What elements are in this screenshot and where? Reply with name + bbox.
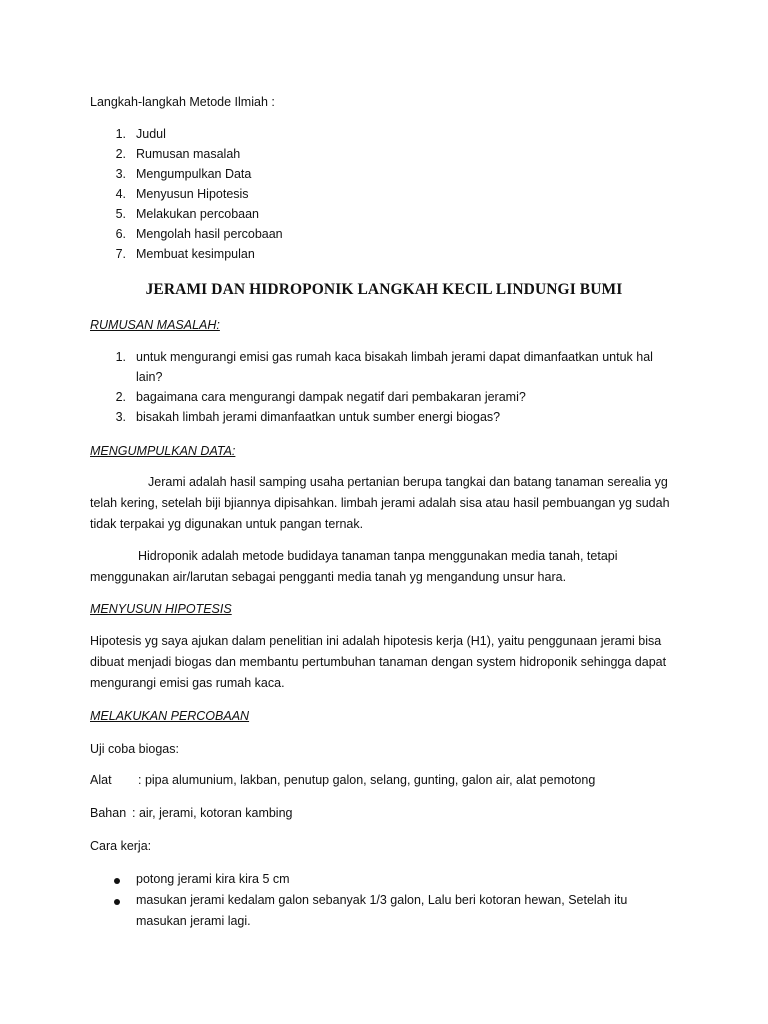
list-text: Membuat kesimpulan	[136, 247, 255, 261]
paragraph-line: Hipotesis yg saya ajukan dalam penelitian ini adalah hipotesis kerja (H1), yaitu penggunaan jerami bisa	[90, 634, 662, 648]
paragraph-line: mengurangi emisi gas rumah kaca.	[90, 676, 285, 690]
list-text: untuk mengurangi emisi gas rumah kaca bisakah limbah jerami dapat dimanfaatkan untuk hal	[136, 350, 653, 364]
bahan-value: : air, jerami, kotoran kambing	[132, 806, 293, 820]
paragraph-line: dibuat menjadi biogas dan membantu pertumbuhan tanaman dengan system hidroponik sehingga dapat	[90, 655, 667, 669]
list-number: 2.	[115, 147, 126, 161]
list-number: 1.	[115, 350, 126, 364]
list-number: 3.	[115, 167, 126, 181]
section-heading-percobaan: MELAKUKAN PERCOBAAN	[90, 709, 250, 723]
list-text: bagaimana cara mengurangi dampak negatif dari pembakaran jerami?	[136, 390, 526, 404]
section-heading-hipotesis: MENYUSUN HIPOTESIS	[90, 602, 232, 616]
bullet-icon	[114, 899, 120, 905]
list-text-continued: lain?	[136, 370, 163, 384]
list-number: 4.	[115, 187, 126, 201]
list-number: 3.	[115, 410, 126, 424]
document-title: JERAMI DAN HIDROPONIK LANGKAH KECIL LINDUNGI BUMI	[145, 281, 623, 298]
bahan-label: Bahan	[90, 806, 127, 820]
list-number: 5.	[115, 207, 126, 221]
list-text: masukan jerami kedalam galon sebanyak 1/3 galon, Lalu beri kotoran hewan, Setelah itu	[136, 893, 628, 907]
list-text: Rumusan masalah	[136, 147, 241, 161]
list-text: Mengolah hasil percobaan	[136, 227, 283, 241]
cara-kerja-label: Cara kerja:	[90, 839, 152, 853]
paragraph-line: menggunakan air/larutan sebagai pengganti media tanah yg mengandung unsur hara.	[90, 570, 567, 584]
uji-coba-label: Uji coba biogas:	[90, 742, 179, 756]
paragraph-line: Jerami adalah hasil samping usaha pertanian berupa tangkai dan batang tanaman serealia yg	[148, 475, 668, 489]
list-number: 1.	[115, 127, 126, 141]
paragraph-line: tidak terpakai yg digunakan untuk pangan ternak.	[90, 517, 364, 531]
list-text: Melakukan percobaan	[136, 207, 259, 221]
paragraph-line: telah kering, setelah biji bjiannya dipisahkan. limbah jerami adalah sisa atau hasil pembuangan yg sudah	[90, 496, 670, 510]
list-number: 6.	[115, 227, 126, 241]
list-number: 2.	[115, 390, 126, 404]
paragraph-line: Hidroponik adalah metode budidaya tanaman tanpa menggunakan media tanah, tetapi	[138, 549, 618, 563]
bullet-icon	[114, 878, 120, 884]
alat-value: : pipa alumunium, lakban, penutup galon, selang, gunting, galon air, alat pemotong	[138, 773, 596, 787]
list-number: 7.	[115, 247, 126, 261]
list-text-continued: masukan jerami lagi.	[136, 914, 251, 928]
list-text: potong jerami kira kira 5 cm	[136, 872, 290, 886]
list-text: bisakah limbah jerami dimanfaatkan untuk sumber energi biogas?	[136, 410, 501, 424]
alat-label: Alat	[90, 773, 112, 787]
list-text: Mengumpulkan Data	[136, 167, 252, 181]
intro-heading: Langkah-langkah Metode Ilmiah :	[90, 95, 275, 109]
list-text: Menyusun Hipotesis	[136, 187, 249, 201]
list-text: Judul	[136, 127, 166, 141]
section-heading-rumusan: RUMUSAN MASALAH:	[90, 318, 220, 332]
section-heading-data: MENGUMPULKAN DATA:	[90, 444, 236, 458]
